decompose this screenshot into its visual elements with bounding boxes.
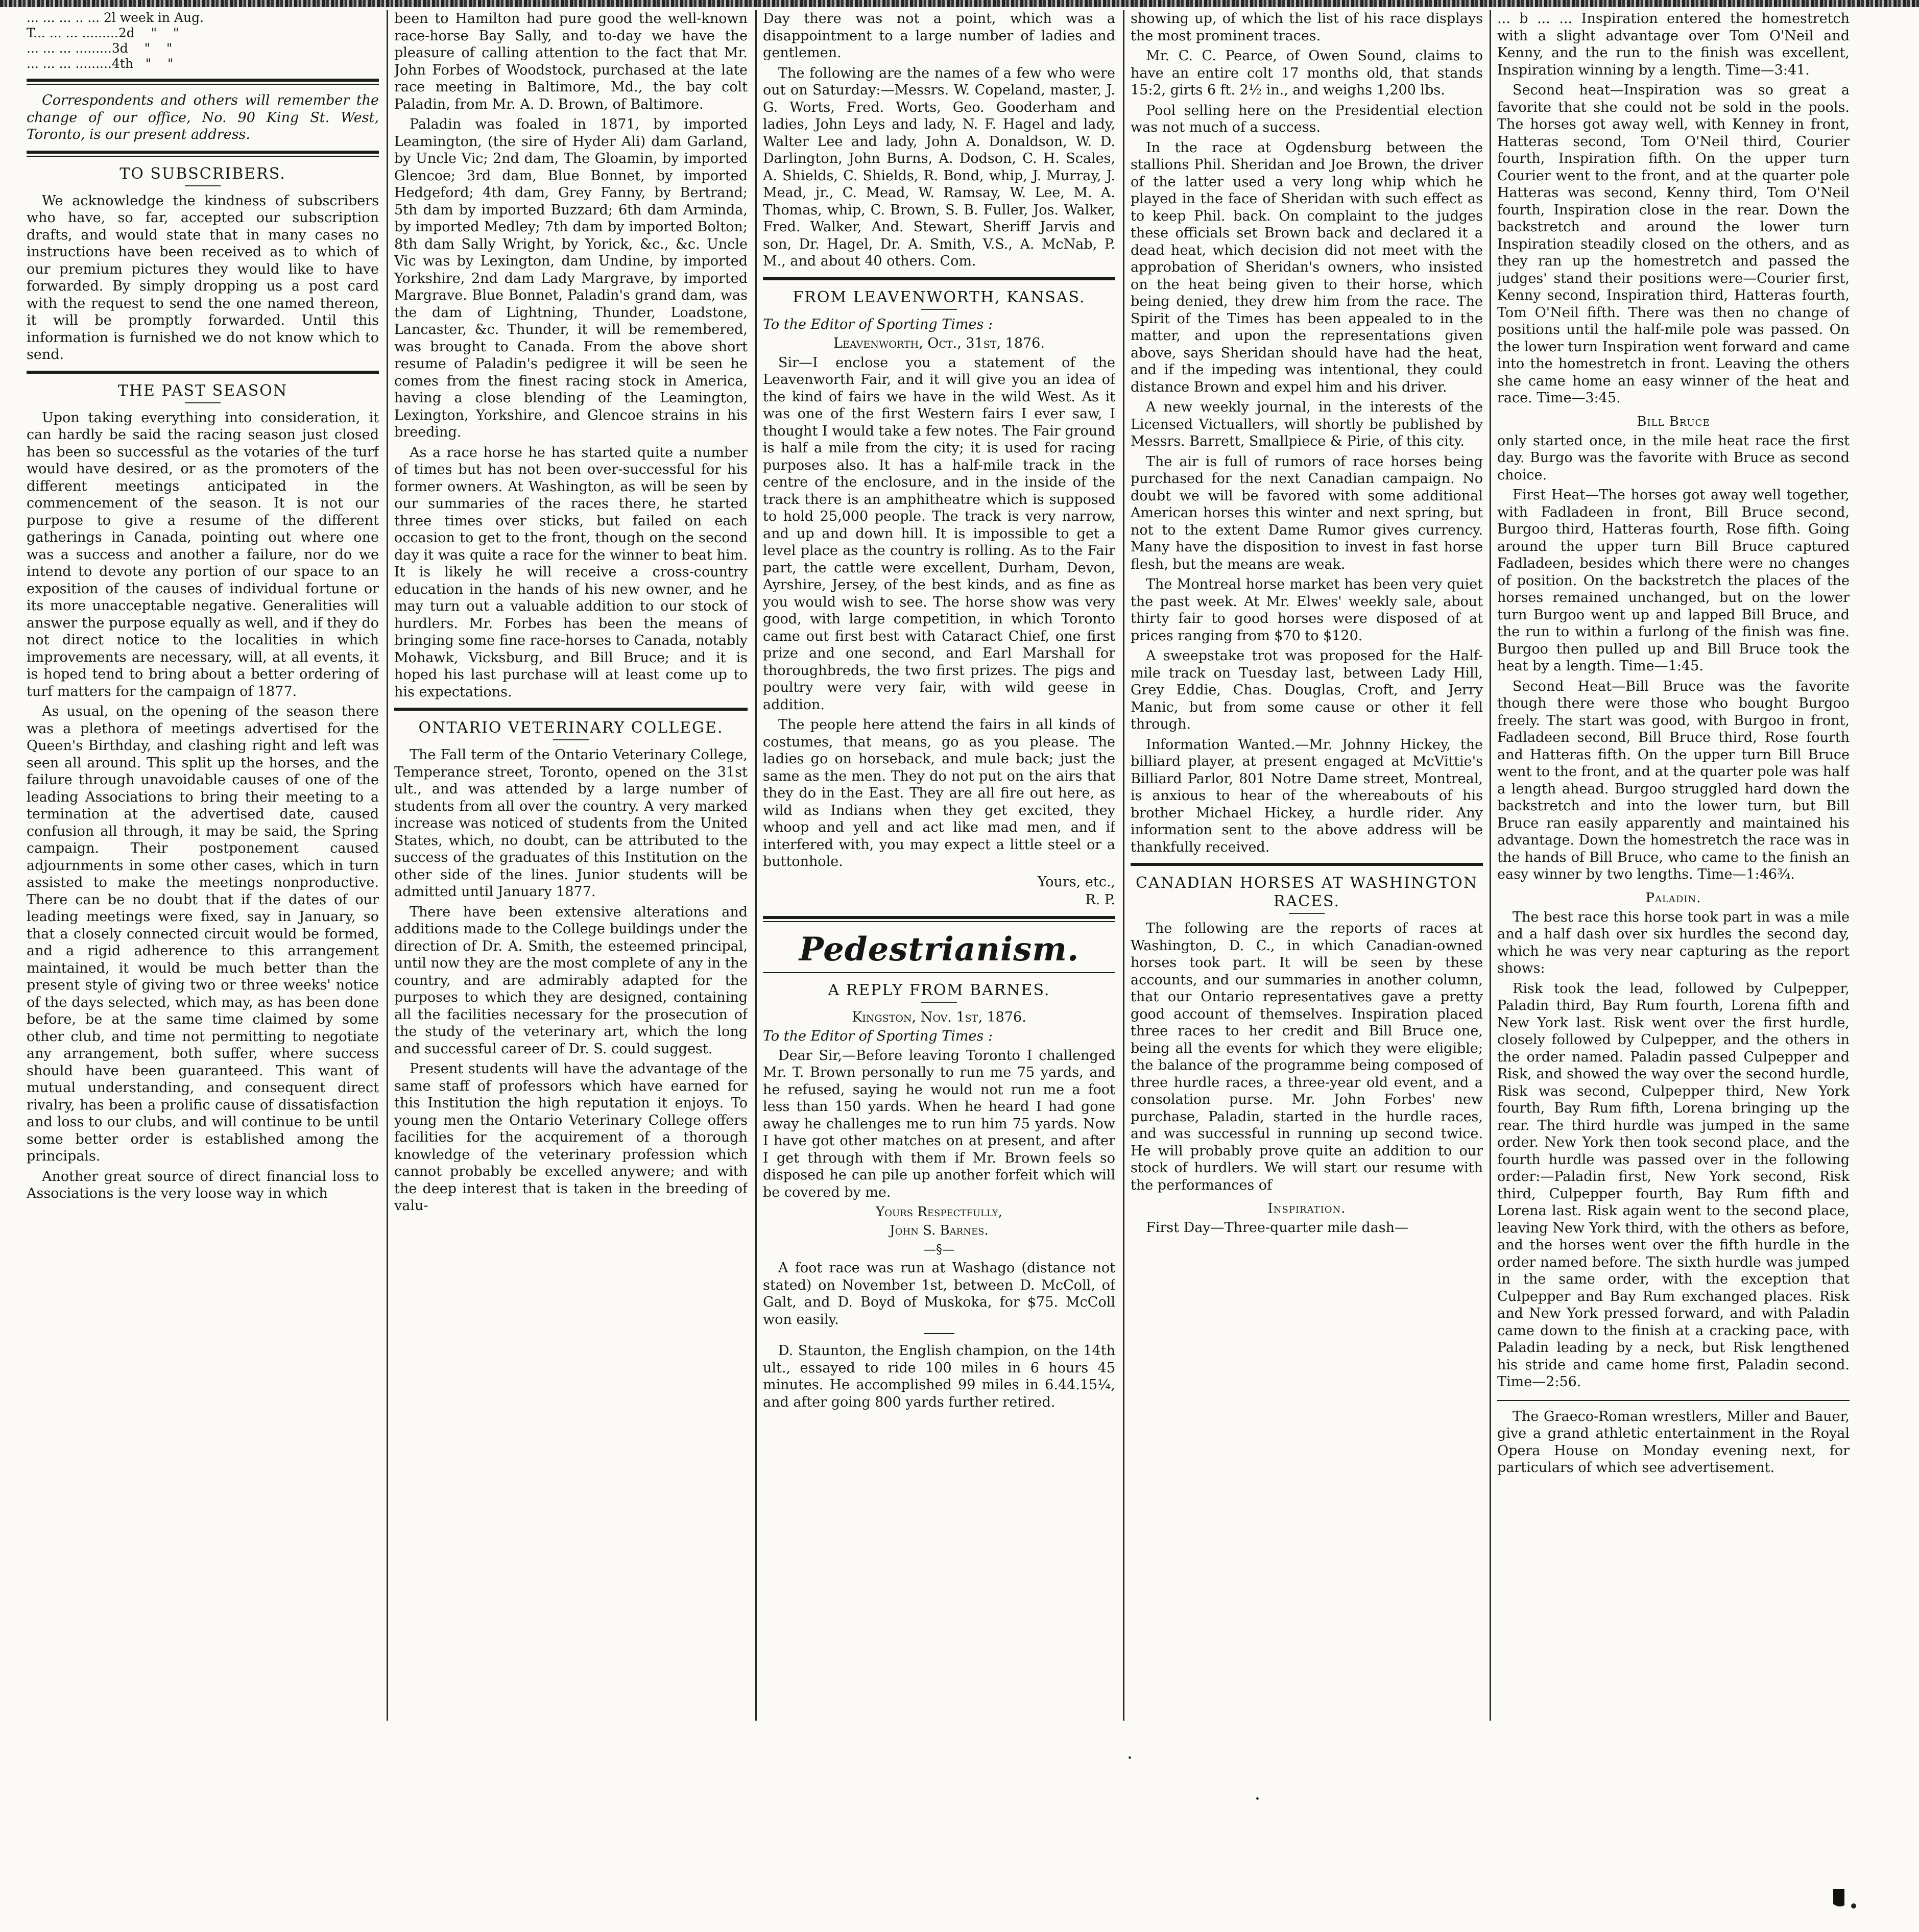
standings-line: ... ... ... .........4th " "	[27, 56, 174, 71]
section-rule	[1497, 1400, 1850, 1401]
signoff: Yours Respectfully,	[876, 1204, 1002, 1220]
signoff: Yours, etc.,	[1037, 874, 1115, 890]
section-rule	[27, 79, 379, 82]
paladin-paragraph: been to Hamilton had pure good the well-known race-horse Bay Sally, and to-day we have the pleasure of calling attention to the fact that Mr. John Forbes of Woodstock, purchased at the late race meeting in Baltimore, Md., the bay colt Paladin, from Mr. A. D. Brown, of Baltimore.	[394, 11, 748, 112]
news-paragraph: Information Wanted.—Mr. Johnny Hickey, the billiard player, at present engaged at McVittie's Billiard Parlor, 801 Notre Dame street, Montreal, is anxious to hear of the whereabouts of his brother Michael Hickey, a hurdle rider. Any information sent to the above address will be thankfully received.	[1131, 736, 1483, 855]
ink-speck	[1129, 1756, 1131, 1759]
veterinary-college-headline: ONTARIO VETERINARY COLLEGE.	[418, 719, 724, 737]
past-season-paragraph: As usual, on the opening of the season there was a plethora of meetings advertised for the Queen's Birthday, and clashing right and left was seen all around. This split up the horses, and the failure through unavoidable causes of one of the leading Associations to bring their meeting to a termination at the advertised date, caused confusion all through, it may be said, the Spring campaign. Their postponement caused adjournments in some other cases, which in turn assisted to make the meetings nonproductive. There can be no doubt that if the dates of our leading meetings were fixed, say in January, so that a closely connected circuit would be formed, and a rigid adherence to this arrangement maintained, it would be much better than the present style of giving two or three weeks' notice of the days selected, which may, as has been done before, be at the same time claimed by some other club, and time not permitting to negotiate any arrangement, both suffer, where success should have been guaranteed. This want of mutual understanding, and consequent direct rivalry, has been a prolific cause of dissatisfaction and loss to our clubs, and will continue to be until some better order is established among the principals.	[27, 704, 379, 1164]
leavenworth-paragraph: Sir—I enclose you a statement of the Leavenworth Fair, and it will give you an idea of the kind of fairs we have in the wild West. As it was one of the first Western fairs I ever saw, I thought I would take a few notes. The Fair ground is half a mile from the city; it is used for racing purposes also. It has a half-mile track in the centre of the enclosure, and in the inside of the track there is an amphitheatre which is supposed to hold 25,000 people. The track is very narrow, and up and down hill. It is impossible to get a level place as the country is rolling. As to the Fair part, the cattle were excellent, Durham, Devon, Ayrshire, Jersey, of the best kinds, and as fine as you would wish to see. The horse show was very good, with large competition, in which Toronto came out first best with Cataract Chief, one first prize and one second, and Earl Marshall for thoroughbreds, the two first prizes. The pigs and poultry were very fair, with wild geese in addition.	[763, 354, 1115, 713]
section-rule	[924, 1333, 954, 1334]
section-rule	[27, 371, 379, 374]
standings-line: ... ... ... .. ... 2l week in Aug.	[27, 10, 204, 25]
race-report-paragraph: Second heat—Inspiration was so great a favorite that she could not be sold in the pools. The horses got away well, with Kenney in front, Hatteras second, Tom O'Neil third, Courier fourth, Inspiration fifth. On the upper turn Courier went to the front, and at the quarter pole Hatteras was second, Kenny third, Tom O'Neil fourth, Inspiration close in the rear. Down the backstretch and around the lower turn Inspiration steadily closed on the others, and as they ran up the homestretch and passed the judges' stand their positions were—Courier first, Kenny second, Inspiration third, Hatteras fourth, Tom O'Neil fifth. There was then no change of positions until the half-mile pole was passed. On the lower turn Inspiration went forward and came into the homestretch in front. Leaving the others she came home an easy winner of the heat and race. Time—3:45.	[1497, 82, 1850, 406]
first-day-paragraph: First Day—Three-quarter mile dash—	[1146, 1220, 1409, 1236]
section-divider: —§—	[924, 1242, 954, 1257]
paladin-race-paragraph: Risk took the lead, followed by Culpepper, Paladin third, Bay Rum fourth, Lorena fifth and New York last. Risk went over the first hurdle, closely followed by Culpepper, and the others in the order named. Paladin passed Culpepper and Risk, and showed the way over the second hurdle, Risk was second, Culpepper third, New York fourth, Bay Rum fifth, Lorena bringing up the rear. The third hurdle was jumped in the same order. New York then took second place, and the fourth hurdle was passed over in the following order:—Paladin first, New York second, Risk third, Culpepper fourth, Bay Rum fifth and Lorena last. Risk again went to the second place, leaving New York third, with the others as before, and the horses went over the fifth hurdle in the order named before. The sixth hurdle was jumped in the same order, with the exception that Culpepper and Bay Rum exchanged places. Risk and New York pressed forward, and with Paladin came down to the finish at a cracking pace, with Paladin leading by a neck, but Risk lengthened his stride and came home first, Paladin second. Time—2:56.	[1497, 980, 1850, 1390]
short-rule	[921, 1002, 957, 1003]
barnes-headline: A REPLY FROM BARNES.	[828, 981, 1050, 999]
column-rule	[387, 10, 388, 1721]
signature: John S. Barnes.	[890, 1222, 989, 1238]
paladin-career-paragraph: As a race horse he has started quite a number of times but has not been over-successful for his former owners. At Washington, as will be seen by our summaries of the races there, he started three times over sticks, but failed on each occasion to get to the front, though on the second day it was quite a race for the winner to beat him. It is likely he will receive a cross-country education in the hands of his new owner, and he may turn out a valuable addition to our stock of hurdlers. Mr. Forbes has been the means of bringing some fine race-horses to Canada, notably Mohawk, Vicksburg, and Bill Bruce; and it is hoped his last purchase will at least come up to his expectations.	[394, 444, 748, 700]
column-rule	[1123, 10, 1124, 1721]
section-rule	[27, 156, 379, 157]
news-paragraph: The air is full of rumors of race horses being purchased for the next Canadian campaign. No doubt we will be favored with some additional American horses this winter and next spring, but not to the extent Dame Rumor gives currency. Many have the disposition to invest in fast horse flesh, but the means are weak.	[1131, 453, 1483, 572]
standings-line: ... ... ... .........3d " "	[27, 41, 173, 56]
inspiration-subhead: Inspiration.	[1267, 1201, 1346, 1216]
column-4	[1131, 10, 1483, 1726]
past-season-paragraph: Another great source of direct financial loss to Associations is the very loose way in which	[27, 1168, 379, 1201]
leavenworth-paragraph: The people here attend the fairs in all kinds of costumes, that means, go as you please. The ladies go on horseback, and mule back; just the same as the men. They do not put on the airs that they do in the East. They are all fire out here, as wild as Indians when they get excited, they whoop and yell and act like mad men, and if interfered with, you may expect a little steel or a buttonhole.	[763, 717, 1115, 870]
race-report-paragraph: ... b ... ... Inspiration entered the homestretch with a slight advantage over Tom O'Neil and Kenny, and the run to the finish was excellent, Inspiration winning by a length. Time—3:41.	[1497, 11, 1850, 78]
section-rule	[1131, 863, 1483, 866]
ink-blot	[1833, 1889, 1844, 1913]
washington-races-headline: CANADIAN HORSES AT WASHINGTON RACES.	[1136, 874, 1478, 910]
news-paragraph: Mr. C. C. Pearce, of Owen Sound, claims to have an entire colt 17 months old, that stands 15:2, girts 6 ft. 2½ in., and weighs 1,200 lbs.	[1131, 48, 1483, 98]
short-rule	[185, 185, 221, 186]
section-rule	[27, 84, 379, 85]
column-rule	[1490, 10, 1491, 1721]
office-notice: Correspondents and others will remember the change of our office, No. 90 King St. West, Toronto, is our present address.	[27, 92, 379, 142]
standings-line: T... ... ... .........2d " "	[27, 26, 179, 40]
column-5	[1497, 10, 1850, 1726]
column-1	[27, 10, 379, 1726]
column-3	[763, 10, 1115, 1726]
foot-race-paragraph: A foot race was run at Washago (distance not stated) on November 1st, between D. McColl, of Galt, and D. Boyd of Muskoka, for $75. McColl won easily.	[763, 1260, 1115, 1327]
dateline: Leavenworth, Oct., 31st, 1876.	[833, 335, 1045, 351]
news-paragraph: A sweepstake trot was proposed for the Half-mile track on Tuesday last, between Lady Hill, Grey Eddie, Chas. Douglas, Croft, and Jerry Manic, but from some cause or other it fell through.	[1131, 648, 1483, 732]
section-rule	[394, 708, 748, 711]
barnes-letter-paragraph: Dear Sir,—Before leaving Toronto I challenged Mr. T. Brown personally to run me 75 yards, and he refused, saying he would not run me a foot less than 150 yards. When he heard I had gone away he challenges me to run him 75 yards. Now I have got other matches on at present, and after I get through with them if Mr. Brown feels so disposed he can pile up another forfeit which will be covered by me.	[763, 1047, 1115, 1200]
section-rule	[763, 277, 1115, 280]
bill-bruce-subhead: Bill Bruce	[1637, 414, 1710, 429]
section-rule	[763, 916, 1115, 919]
staunton-paragraph: D. Staunton, the English champion, on the 14th ult., essayed to ride 100 miles in 6 hours 45 minutes. He accomplished 99 miles in 6.44.15¼, and after going 800 yards further retired.	[763, 1343, 1115, 1410]
section-rule	[763, 921, 1115, 922]
paladin-pedigree-paragraph: Paladin was foaled in 1871, by imported Leamington, (the sire of Hyder Ali) dam Garland, by Uncle Vic; 2nd dam, The Gloamin, by imported Glencoe; 3rd dam, Blue Bonnet, by imported Hedgeford; 4th dam, Grey Fanny, by Bertrand; 5th dam by imported Buzzard; 6th dam Arminda, by imported Medley; 7th dam by imported Bolton; 8th dam Sally Wright, by Yorick, &c., &c. Uncle Vic was by Lexington, dam Undine, by imported Yorkshire, 2nd dam Lady Margrave, by imported Margrave. Blue Bonnet, Paladin's grand dam, was the dam of Lightning, Thunder, Loadstone, Lancaster, &c. Thunder, it will be remembered, was brought to Canada. From the above short resume of Paladin's pedigree it will be seen he comes from the finest racing stock in America, having a close blending of the Leamington, Lexington, Yorkshire, and Glencoe strains in his breeding.	[394, 116, 748, 440]
dateline: Kingston, Nov. 1st, 1876.	[852, 1009, 1026, 1025]
subscribers-headline: TO SUBSCRIBERS.	[119, 164, 286, 183]
college-paragraph: Present students will have the advantage of the same staff of professors which have earned for this Institution the high reputation it enjoys. To young men the Ontario Veterinary College offers facilities for the acquirement of a thorough knowledge of the veterinary profession which cannot probably be excelled anywere; and with the deep interest that is taken in the breeding of valu-	[394, 1061, 748, 1214]
bill-bruce-paragraph: only started once, in the mile heat race the first day. Burgo was the favorite with Bruce as second choice.	[1497, 432, 1850, 483]
short-rule	[921, 309, 957, 310]
college-paragraph: There have been extensive alterations and additions made to the College buildings under the direction of Dr. A. Smith, the esteemed principal, until now they are the most complete of any in the country, and are admirably adapted for the purposes to which they are designed, containing all the facilities necessary for the prosecution of the study of the veterinary art, which the long and successful career of Dr. S. could suggest.	[394, 904, 748, 1057]
news-paragraph: Pool selling here on the Presidential election was not much of a success.	[1131, 102, 1483, 135]
column-2	[394, 10, 748, 1726]
news-paragraph: showing up, of which the list of his race displays the most prominent traces.	[1131, 11, 1483, 44]
news-paragraph: The Montreal horse market has been very quiet the past week. At Mr. Elwes' weekly sale, about thirty fair to good horses were disposed of at prices ranging from $70 to $120.	[1131, 576, 1483, 644]
section-rule	[763, 972, 1115, 973]
leavenworth-headline: FROM LEAVENWORTH, KANSAS.	[793, 288, 1086, 306]
paladin-race-paragraph: The best race this horse took part in was a mile and a half dash over six hurdles the second day, which he was very near capturing as the report shows:	[1497, 909, 1850, 976]
paladin-subhead: Paladin.	[1645, 890, 1701, 906]
college-paragraph: The Fall term of the Ontario Veterinary College, Temperance street, Toronto, opened on the 31st ult., and was attended by a large number of students from all over the country. A very marked increase was noticed of students from the United States, which, no doubt, can be attributed to the success of the graduates of this Institution on the other side of the lines. Junior students will be admitted until January 1877.	[394, 747, 748, 900]
section-rule	[27, 151, 379, 154]
column-rule	[755, 10, 757, 1721]
news-paragraph: A new weekly journal, in the interests of the Licensed Victuallers, will shortly be published by Messrs. Barrett, Smallpiece & Pirie, of this city.	[1131, 399, 1483, 449]
ink-blot	[1851, 1903, 1856, 1909]
hunt-paragraph: Day there was not a point, which was a disappointment to a large number of ladies and gentlemen.	[763, 11, 1115, 61]
short-rule	[185, 402, 221, 403]
bill-bruce-paragraph: Second Heat—Bill Bruce was the favorite though there were those who bought Burgoo freely. The start was good, with Burgoo in front, Fadladeen second, Bill Bruce third, Rose fourth and Hatteras fifth. On the upper turn Bill Bruce went to the front, and at the quarter pole was half a length ahead. Burgoo struggled hard down the backstretch and into the lower turn, but Bill Bruce ran easily apparently and maintained his advantage. Down the homestretch the race was in the hands of Bill Bruce, who came to the finish an easy winner by two lengths. Time—1:46¾.	[1497, 678, 1850, 882]
torn-top-edge	[0, 0, 1919, 7]
signature: R. P.	[1085, 892, 1115, 908]
hunt-attendees-paragraph: The following are the names of a few who were out on Saturday:—Messrs. W. Copeland, master, J. G. Worts, Fred. Worts, Geo. Gooderham and ladies, John Leys and lady, N. F. Hagel and lady, Walter Lee and lady, John A. Donaldson, W. D. Darlington, John Burns, A. Dodson, C. H. Scales, A. Shields, C. Shields, R. Bond, whip, J. Murray, J. Mead, jr., C. Mead, W. Ramsay, W. Lee, M. A. Thomas, whip, C. Brown, S. B. Fuller, Jos. Walker, Fred. Walker, And. Stewart, Sheriff Jarvis and son, Dr. Hagel, Dr. A. Smith, V.S., A. McNab, P. M., and about 40 others. Com.	[763, 65, 1115, 269]
pedestrianism-masthead: Pedestrianism.	[799, 930, 1080, 969]
short-rule	[1289, 913, 1325, 914]
short-rule	[553, 739, 589, 740]
wrestlers-paragraph: The Graeco-Roman wrestlers, Miller and Bauer, give a grand athletic entertainment in the Royal Opera House on Monday evening next, for particulars of which see advertisement.	[1497, 1408, 1850, 1476]
bill-bruce-paragraph: First Heat—The horses got away well together, with Fadladeen in front, Bill Bruce second, Burgoo third, Hatteras fourth, Rose fifth. Going around the upper turn Bill Bruce captured Fadladeen, besides which there were no changes of position. On the backstretch the places of the horses remained unchanged, but on the lower turn Burgoo went up and lapped Bill Bruce, and the run to within a furlong of the finish was fine. Burgoo then pulled up and Bill Bruce took the heat by a length. Time—1:45.	[1497, 487, 1850, 674]
editor-salutation: To the Editor of Sporting Times :	[763, 316, 993, 332]
washington-paragraph: The following are the reports of races at Washington, D. C., in which Canadian-owned horses took part. It will be seen by these accounts, and our summaries in another column, that our Ontario representatives gave a pretty good account of themselves. Inspiration placed three races to her credit and Bill Bruce one, being all the events for which they were eligible; the balance of the programme being composed of three hurdle races, a three-year old event, and a consolation purse. Mr. John Forbes' new purchase, Paladin, started in the hurdle races, and was successful in running up second twice. He will probably prove quite an addition to our stock of hurdlers. We will start our resume with the performances of	[1131, 921, 1483, 1193]
ink-speck	[1256, 1797, 1259, 1800]
past-season-paragraph: Upon taking everything into consideration, it can hardly be said the racing season just closed has been so successful as the votaries of the turf would have desired, or as the promoters of the different meetings anticipated in the commencement of the season. It is not our purpose to give a resume of the different gatherings in Canada, pointing out where one was a success and another a failure, nor do we intend to devote any portion of our space to an exposition of the causes of individual fortune or its more unacceptable negative. Generalities will answer the purpose equally as well, and if they do not direct notice to the localities in which improvements are necessary, will, at all events, it is hoped tend to bring about a better ordering of turf matters for the campaign of 1877.	[27, 409, 379, 699]
news-paragraph: In the race at Ogdensburg between the stallions Phil. Sheridan and Joe Brown, the driver of the latter used a very long whip which he played in the face of Sheridan with such effect as to keep Phil. back. On complaint to the judges these officials set Brown back and declared it a dead heat, which decision did not meet with the approbation of Sheridan's owners, who insisted on the heat being given to their horse, which being denied, they drew him from the race. The Spirit of the Times has been appealed to in the matter, and upon the representations given above, says Sheridan should have had the heat, and if the impeding was intentional, they could distance Brown and expel him and his driver.	[1131, 139, 1483, 395]
editor-salutation: To the Editor of Sporting Times :	[763, 1028, 993, 1044]
subscribers-paragraph: We acknowledge the kindness of subscribers who have, so far, accepted our subscription drafts, and would state that in many cases no instructions have been received as to which of our premium pictures they would like to have forwarded. By simply dropping us a post card with the request to send the one named thereon, it will be promptly forwarded. Until this information is furnished we do not know which to send.	[27, 192, 379, 363]
past-season-headline: THE PAST SEASON	[117, 381, 288, 400]
